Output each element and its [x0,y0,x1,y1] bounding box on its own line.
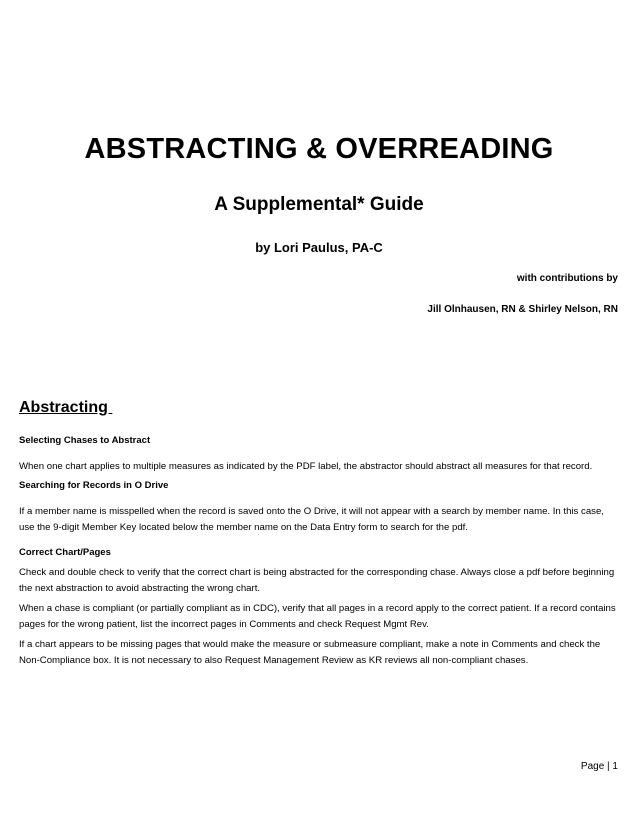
subhead-correct-chart: Correct Chart/Pages [19,547,111,558]
document-author: by Lori Paulus, PA-C [255,240,383,255]
block-correct-chart [19,546,621,669]
subhead-selecting-chases: Selecting Chases to Abstract [19,435,151,446]
section-heading: Abstracting [19,399,113,416]
paragraph: When one chart applies to multiple measures as indicated by the PDF label, the abstractor should abstract all measures for that record. [19,461,593,472]
block-selecting-chases [19,434,621,475]
paragraph: If a chart appears to be missing pages that would make the measure or submeasure compliant, make a note in Comments and check the Non-Compliance box. It is not necessary to also Request Management Review as KR reviews all non-compliant chases. [19,639,601,666]
subhead-searching-records: Searching for Records in O Drive [19,480,169,491]
paragraph: Check and double check to verify that the correct chart is being abstracted for the corresponding chase. Always close a pdf before beginning the next abstraction to avoid abstracting the wrong chart. [19,567,615,594]
document-title: ABSTRACTING & OVERREADING [84,133,554,165]
document-subtitle: A Supplemental* Guide [214,194,424,215]
section-content [19,434,621,673]
contributions-label: with contributions by [516,273,618,284]
contributors: Jill Olnhausen, RN & Shirley Nelson, RN [427,304,618,315]
page-number: Page | 1 [580,761,618,772]
paragraph: If a member name is misspelled when the record is saved onto the O Drive, it will not appear with a search by member name. In this case, use the 9-digit Member Key located below the member name on the Data Entry form to search for the pdf. [19,506,604,533]
block-searching-records [19,479,621,536]
paragraph: When a chase is compliant (or partially compliant as in CDC), verify that all pages in a record apply to the correct patient. If a record contains pages for the wrong patient, list the incorrect pages in Comments and check Request Mgmt Rev. [19,603,616,630]
